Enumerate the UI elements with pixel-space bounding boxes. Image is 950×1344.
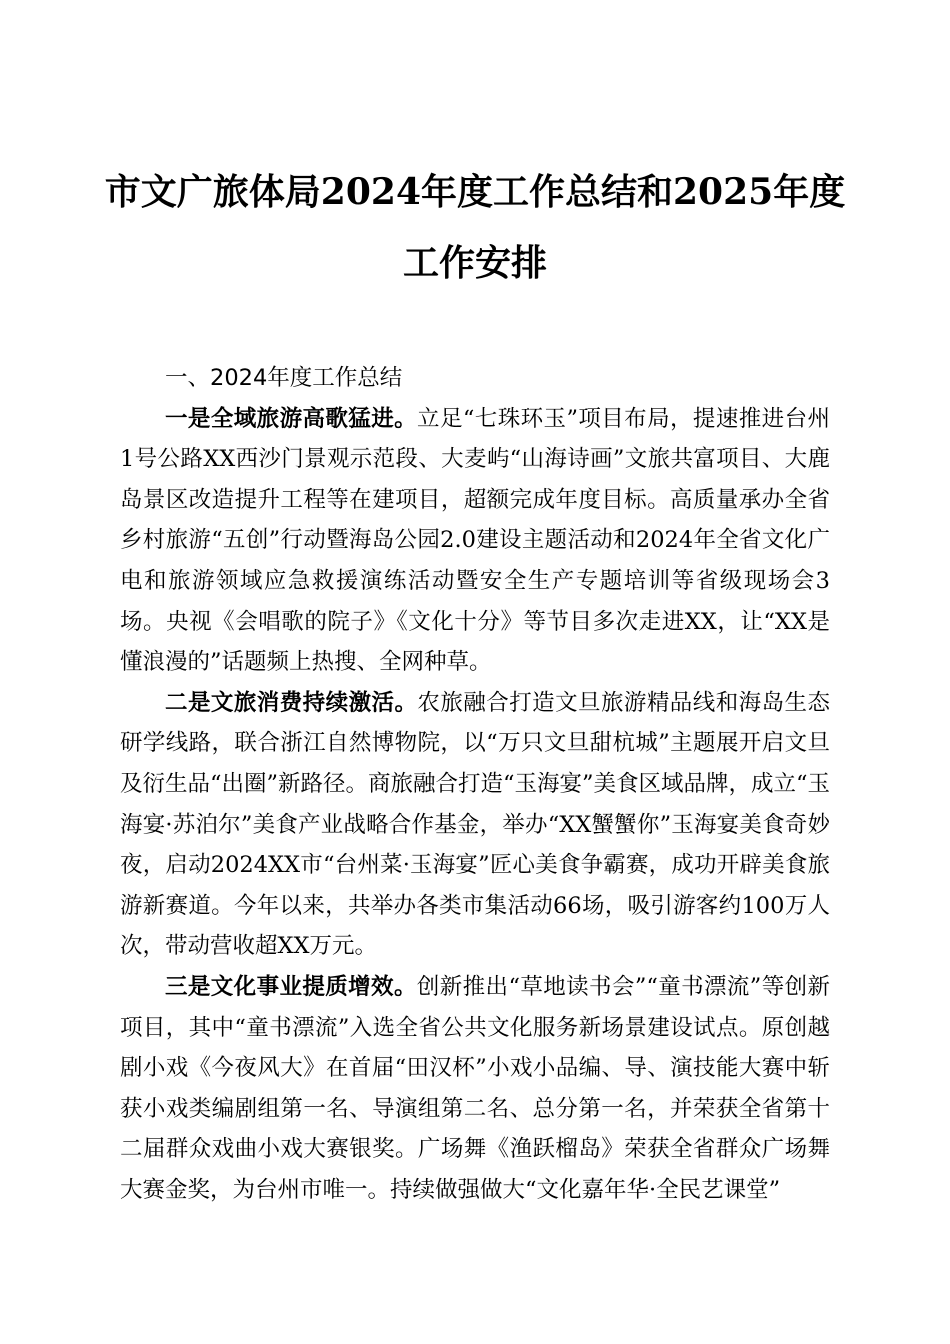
paragraph-text: 创新推出“草地读书会”“童书漂流”等创新项目，其中“童书漂流”入选全省公共文化服务新场景建设试点。原创越剧小戏《今夜风大》在首届“田汉杯”小戏小品编、导、演技能大赛中斩获小戏类编剧组第一名、导演组第二名、总分第一名，并荣获全省第十二届群众戏曲小戏大赛银奖。广场舞《渔跃榴岛》荣获全省群众广场舞大赛金奖，为台州市唯一。持续做强做大“文化嘉年华·全民艺课堂”	[120, 973, 830, 1203]
paragraph-text: 农旅融合打造文旦旅游精品线和海岛生态研学线路，联合浙江自然博物院，以“万只文旦甜杭城”主题展开启文旦及衍生品“出圈”新路径。商旅融合打造“玉海宴”美食区域品牌，成立“玉海宴·苏泊尔”美食产业战略合作基金，举办“XX蟹蟹你”玉海宴美食奇妙夜，启动2024XX市“台州菜·玉海宴”匠心美食争霸赛，成功开辟美食旅游新赛道。今年以来，共举办各类市集活动66场，吸引游客约100万人次，带动营收超XX万元。	[120, 689, 831, 960]
paragraph-lead: 一是全域旅游高歌猛进。	[165, 405, 418, 432]
paragraph-lead: 三是文化事业提质增效。	[165, 973, 417, 1000]
paragraph-tourism	[120, 399, 830, 683]
paragraph-culture	[120, 967, 830, 1211]
document-body	[120, 358, 830, 1210]
paragraph-text: 立足“七珠环玉”项目布局，提速推进台州1号公路XX西沙门景观示范段、大麦屿“山海诗画”文旅共富项目、大鹿岛景区改造提升工程等在建项目，超额完成年度目标。高质量承办全省乡村旅游“五创”行动暨海岛公园2.0建设主题活动和2024年全省文化广电和旅游领域应急救援演练活动暨安全生产专题培训等省级现场会3场。央视《会唱歌的院子》《文化十分》等节目多次走进XX，让“XX是懂浪漫的”话题频上热搜、全网种草。	[120, 405, 830, 676]
paragraph-consumption	[120, 683, 830, 967]
section-heading: 一、2024年度工作总结	[165, 365, 403, 391]
paragraph-lead: 二是文旅消费持续激活。	[165, 689, 418, 716]
document-title-line-1: 市文广旅体局2024年度工作总结和2025年度	[104, 171, 846, 213]
document-title-line-2: 工作安排	[402, 242, 547, 284]
